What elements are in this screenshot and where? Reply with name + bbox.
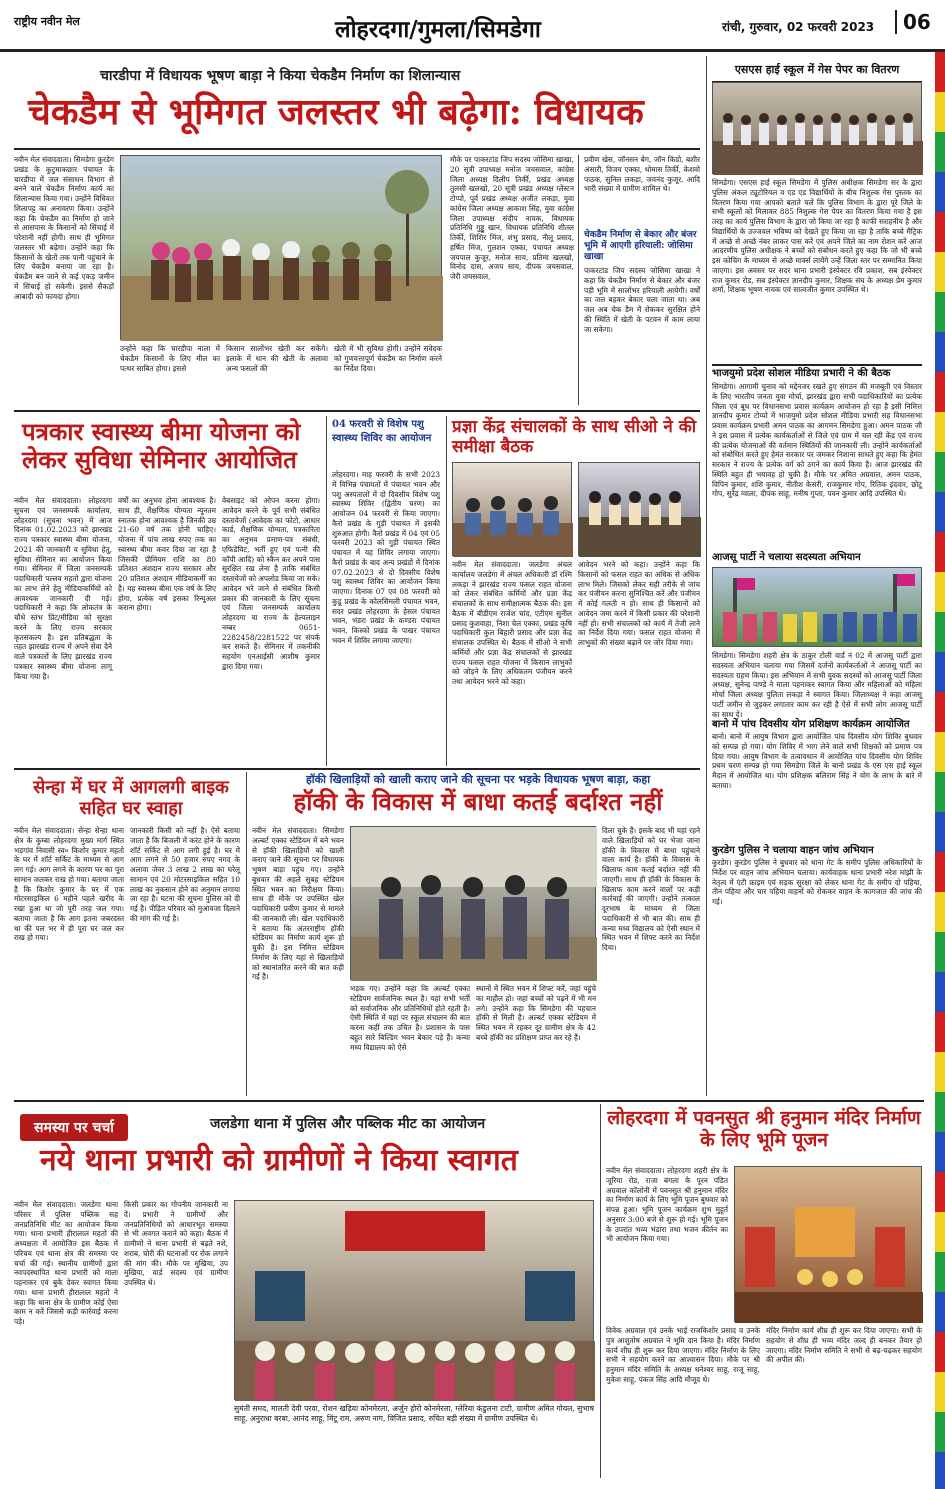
lead-headline: चेकडैम से भूमिगत जलस्तर भी बढ़ेगा: विधायक [28, 91, 644, 133]
bottom2-photo [734, 1166, 922, 1322]
right4-body: बानो। बानो में आयुष विभाग द्वारा आयोजित पांच दिवसीय योग शिविर बुधवार को सम्पन्न हो गया। योग शिविर में भाग लेने वाले सभी शिक्षकों को प्रमाण पत्र दिया गया। आयुष विभाग के तत्वावधान में आयोजित पांच दिवसीय योग शिविर प्रथम चरण सम्पन्न हो गया सिमडेगा जिले के बानो प्रखंड के एस एस हाई स्कूल मैदान में आयोजित था। योग प्रशिक्षक बलिराम सिंह ने योग के लाभ के बारे में बताया। [712, 732, 922, 790]
right2-body: सिमडेगा। आगामी चुनाव को मद्देनजर रखते हुए संगठन की मजबूती एवं विस्तार के लिए भारतीय जनता युवा मोर्चा, झारखंड द्वारा सभी पदाधिकारियों का प्रत्येक जिला एवं बूथ पर विधानसभा प्रवास कार्यक्रम आयोजन हो रहा है इसी निमित्त ज्ञानदीप कुमार टोप्पो में भाजयुमो प्रदेश सोशल मीडिया प्रभारी सह विधानसभा प्रवास कार्यक्रम प्रभारी अमन पाठक का आगमन सिमडेगा हुआ। अमन पाठक जी ने इस प्रवास में प्रत्येक कार्यकर्ताओं से जिले एवं ग्राम में चल रही केंद्र एवं राज्य की प्रत्येक योजनाओं की वर्तमान स्थितियों की जानकारी ली। उन्होंने कार्यकर्ताओं को संबोधित करते हुए हेमंत सरकार पर जमकर निशाना साधते हुए कहा कि हेमंत सरकार ने राज्य के प्रत्येक वर्ग को ठगने का कार्य किया है। आज झारखंड की स्थिति बहुत ही भयावह हो चुकी है। मौके पर अमित अग्रवाल, अमन पाठक, विपिन कुमार, शशि कुमार, नीतीश केसरी, राजकुमार गोप, रितिक इंदवार, छोटू गोप, सुरेंद्र ग्वाला, दीपक साहू, मनीष गुप्ता, पवन कुमार आदि उपस्थित थे। [712, 382, 922, 499]
bottom2-col3: मंदिर निर्माण कार्य शीघ्र ही शुरू कर दिया जाएगा। सभी के सहयोग से शीघ्र ही भव्य मंदिर जल्द ही बनकर तैयार हो जाएगा। मंदिर निर्माण समिति ने सभी से बढ़-चढ़कर सहयोग की अपील की। [766, 1326, 922, 1365]
mid2-kicker: 04 फरवरी से विशेष पशु स्वास्थ्य शिविर का आयोजन [332, 419, 432, 444]
right3-headline: आजसू पार्टी ने चलाया सदस्यता अभियान [712, 552, 861, 563]
mid3-photo-2 [578, 462, 700, 556]
right3-body: सिमडेगा। सिमडेगा शहरी क्षेत्र के ठाकुर टोली वार्ड नं 02 में आजसू पार्टी द्वारा सदस्यता अभियान चलाया गया जिसमें दर्जनों कार्यकर्ताओं ने आजसू पार्टी का सदस्यता ग्रहण किया। इस अभियान में सभी युवक सदस्यों को आजसू पार्टी जिला अध्यक्ष, सुनेन्द्र पाण्डे ने माला पहनाकर स्वागत किया और महिलाओं को महिला मोर्चा जिला अध्यक्ष पुलिता लकड़ा ने स्वागत किया। जिलाध्यक्ष ने कहा आजसू पार्टी जमीन से जुड़कर लगातार काम कर रही है ऐसे में सभी लोग आजसू पार्टी का साथ दें। [712, 651, 922, 719]
lead-col6b: पाकरटांड जिप सदस्य जोसिमा खाखा ने कहा कि चेकडैम निर्माण से बेकार और बंजर पड़ी भूमि में सालोंभर हरियाली आयेगी। वर्षों का जल बहकर बेकार चला जाता था। अब जल अब चेक डैम में रोककर सुरक्षित होने की स्थिति में खेती के पटवन में काम लाया जा सकेगा। [584, 266, 700, 334]
mid3-headline: प्रज्ञा केंद्र संचालकों के साथ सीओ ने की समीक्षा बैठक [452, 417, 697, 457]
mid2-divider [326, 416, 327, 766]
section-title: लोहरदगा/गुमला/सिमडेगा [335, 16, 541, 43]
mid5-photo [350, 826, 596, 980]
mid4-headline: सेन्हा में घर में आगलगी बाइक सहित घर स्वाहा [33, 777, 229, 819]
bottom1-photo-scene [235, 1201, 595, 1401]
right1-headline: एसएस हाई स्कूल में गेस पेपर का वितरण [712, 58, 922, 83]
bottom1-caption: सुमंती समद, मालती देवी परवा, रोशन खड़िया कोनमेरला, अर्जुन होरो कोनमेरला, ग्लेरिया कंडुलना टाटी, ग्रामीण अमित गोयल, सुभाष साहू, अनुराधा बरबा, आनंद साहू, मिंटू राम, अरुण नाग, विजित प्रसाद, रुचित बड़ी संख्या में ग्रामीण उपस्थित थे। [234, 1404, 594, 1424]
lead-photo-scene [121, 156, 443, 341]
mid5-kicker: हॉकी खिलाड़ियों को खाली कराए जाने की सूचना पर भड़के विधायक भूषण बाड़ा, कहा [305, 773, 651, 786]
mid-rule-2 [14, 768, 700, 770]
bottom2-col2: विवेक अग्रवाल एवं उनके भाई राजकिशोर प्रसाद व उनके पुत्र आशुतोष अग्रवाल ने भूमि दान किया है। मंदिर निर्माण कार्य शीघ्र ही शुरू कर दिया जाएगा। मंदिर निर्माण के लिए सभी ने सहयोग करने का आश्वासन दिया। मौके पर श्री हनुमान मंदिर समिति के अध्यक्ष धनेश्वर साहू, राजू साहू, मुकेश साहू, पंकज सिंह आदि मौजूद थे। [606, 1326, 760, 1384]
mid5-col2: भड़क गए। उन्होंने कहा कि अल्बर्ट एक्का स्टेडियम सार्वजनिक स्थल है। यहां सभी भर्ती को सर्वाजनिक और प्रतिनिधियों होते रहती है। ऐसी स्थिति में यहां पर स्कूल संचालन की बात करना कहीं तक उचित है। प्रशासन के पास बहुत सारे बिल्डिंग भवन बेकार पड़े हैं। कन्या मध्य विद्यालय को ऐसे [350, 984, 470, 1052]
right2-rule [712, 364, 922, 366]
mid3-divider [446, 416, 447, 766]
mid1-col1: नवीन मेल संवाददाता। लोहरदगा सूचना एवं जनसम्पर्क कार्यालय, लोहरदगा (सूचना भवन) में आज दिनांक 01.02.2023 को झारखंड राज्य पत्रकार स्वास्थ्य बीमा योजना, 2021 की जानकारी व सुविधा हेतु, सुविधा सेमिनार का आयोजन किया गया। सेमिनार में जिला जनसम्पर्क पदाधिकारी पल्लव महतो द्वारा योजना का लाभ लेने हेतु मीडियाकर्मियों को आवश्यक जानकारी दी गई। पदाधिकारी ने कहा कि लोकतंत्र के चौथे स्तंभ प्रिंट/मीडिया को सुरक्षा करने के लिए राज्य सरकार कृतसंकल्प है। इस प्रतिबद्धता के तहत झारखंड राज्य में अपने सेवा देने वाले पत्रकारों के लिए झारखंड राज्य पत्रकार स्वास्थ्य बीमा योजना लागू किया गया है। [14, 496, 112, 681]
lead-col4: खेती में भी सुविधा होगी। उन्होंने संवेदक को गुणवत्तापूर्ण चेकडैम का निर्माण करने का निर्देश दिया। [334, 344, 442, 373]
right3-photo [712, 567, 922, 647]
mid3-col2: आवेदन भरने को कहा। उन्होंने कहा कि किसानों को फसल राहत का अधिक से अधिक लाभ मिले। जिसको लेकर सही तरीके से जांच कर पंजीयन करना सुनिश्चित करें और पंजीयन में कोई गलती न हो। साथ ही किसानों को आवेदन जमा करने में किसी प्रकार की परेशानी नहीं हो। सभी संचालकों को कार्य में तेजी लाने का निर्देश दिया गया। फसल राहत योजना में लाभुकों की संख्या बढ़ाने पर जोर दिया गया। [578, 560, 700, 648]
mid5-col3: स्थानों में स्थित भवन में शिफ्ट करें, जहां पहुंचे का माहौल हो। जहां बच्चों को पढ़ने में भी मन लगे। उन्होंने कहा कि सिमडेगा की पहचान हॉकी से मिली है। अल्बर्ट एक्का स्टेडियम में स्थित भवन में रहकर दूर ग्रामीण क्षेत्र के 42 बच्चे हॉकी का प्रशिक्षण प्राप्त कर रहे हैं। [476, 984, 596, 1042]
lead-col5: मौके पर पाकरटांड जिप सदस्य जोसिमा खाखा, 20 सूत्री उपाध्यक्ष मनोज जयसवाल, कांग्रेस जिला अध्यक्ष दिलीप तिर्की, प्रखंड अध्यक्ष तुलसी खलखो, 20 सूत्री प्रखंड अध्यक्ष ग्लेंस्टन टोप्पो, पूर्व प्रखंड अध्यक्ष अजीत लकड़ा, युवा कांग्रेस जिला अध्यक्ष आकाश सिंह, युवा कांग्रेस जिला उपाध्यक्ष संदीप नायक, विधायक प्रतिनिधि गुड्डू खान, विधायक प्रतिनिधि शीतल तिर्की, शिशिर मिंज, शंभु प्रसाद, नीलू प्रसाद, हर्षित मिंज, गुलशन एक्का, पंचायत अध्यक्ष जयपाल कुजूर, मनोज साय, प्रतिमा खलखो, विनोद दास, अजय साय, दीपक जयसवाल, जेरी जयसवाल, [450, 155, 574, 282]
masthead-brand: राष्ट्रीय नवीन मेल [14, 15, 80, 28]
mid2-body: लोहरदगा। माह फरवरी के सभी 2023 में विभिन्न पंचायतों में पंचायत भवन और पशु अस्पतालों में दो दिवसीय विशेष पशु स्वास्थ्य शिविर (द्वितीय चरण) का आयोजन 04 फरवरी से किया जाएगा। कैरो प्रखंड के गुड़ी पंचायत में इसकी शुरुआत होगी। कैरो प्रखंड में 04 एवं 05 फरवरी 2023 को गुड़ी पंचायत स्थित पंचायत में यह शिविर लगाया जाएगा। कैरो प्रखंड के बाद अन्य प्रखंडों में दिनांक 07.02.2023 से दो दिवसीय विशेष पशु स्वास्थ्य शिविर का आयोजन किया जाएगा। दिनांक 07 एवं 08 फरवरी को कुडू प्रखंड के कोलसिमली पंचायत भवन, सदर प्रखंड लोहरदगा के हेसल पंचायत भवन, भंडरा प्रखंड के कण्डरा पंचायत भवन, किस्को प्रखंड के पाखर पंचायत भवन में शिविर लगाया जाएगा। [332, 470, 440, 646]
mid5-headline: हॉकी के विकास में बाधा कतई बर्दाश्त नहीं [293, 787, 663, 816]
mid5-col1: नवीन मेल संवाददाता। सिमडेगा अल्बर्ट एक्का स्टेडियम में बने भवन से हॉकी खिलाड़ियों को खाली कराए जाने की सूचना पर विधायक भूषण बाड़ा पहुंच गए। उन्होंने बुधवार की अहले सुबह स्टेडियम स्थित भवन का निरीक्षण किया। साथ ही मौके पर उपस्थित खेल पदाधिकारी प्रवीण कुमार से मामले की जानकारी ली। खेल पदाधिकारी ने बताया कि अंतरराष्ट्रीय हॉकी स्टेडियम का निर्माण कार्य शुरू हो चुकी है। इस निमित्त स्टेडियम निर्माण के लिए यहां से खिलाड़ियों को स्थानांतरित करने की बात कही गई है। [252, 826, 344, 982]
right1-photo [712, 82, 922, 174]
mid1-col2: वर्षों का अनुभव होना आवश्यक है। साथ ही, शैक्षणिक योग्यता न्यूनतम स्नातक होना आवश्यक है जिनकी उम्र 21-60 वर्ष तक होनी चाहिए। योजना में पांच लाख रुपए तक का स्वास्थ्य बीमा कवर दिया जा रहा है जिसकी प्रीमियम राशि का 80 प्रतिशत अंशदान राज्य सरकार और 20 प्रतिशत अंशदान मीडियाकर्मी का है। यह स्वास्थ्य बीमा एक वर्ष के लिए होगा, प्रत्येक वर्ष इसका रिन्यूअल कराना होगा। [118, 496, 216, 613]
bottom1-kicker: जलडेगा थाना में पुलिस और पब्लिक मीट का आयोजन [210, 1116, 486, 1132]
mid3-photo-scene [453, 463, 573, 557]
lead-photo [120, 155, 442, 340]
mid4-col2: जानकारी किसी को नहीं है। ऐसे बताया जाता है कि बिजली में करंट होने के कारण शॉर्ट सर्किट से आग लगी हुई है। घर में आग लगने से 50 हजार रुपए नगद के अलावा जेवर 3 लाख 2 लाख का घरेलू सामान एवं 20 मोटरसाइकिल सहित 10 लाख का नुकसान होने का अनुमान लगाया जा रहा है। घटना की सूचना पुलिस को दी गई है। पीड़ित परिवार को मुआवजा दिलाने की मांग की गई है। [130, 826, 240, 923]
bottom1-col2: किसी प्रकार का गोपनीय जानकारी ना दें। प्रभारी ने ग्रामीणों और जनप्रतिनिधियों को आधारभूत समस्या से भी अवगत कराने को कहा। बैठक में ग्रामीणों ने थाना प्रभारी से बढ़ते नशे, शराब, चोरी की घटनाओं पर रोक लगाने की मांग की। मौके पर मुखिया, उप मुखिया, वार्ड सदस्य एवं ग्रामीण उपस्थित थे। [124, 1200, 228, 1288]
bottom1-col1: नवीन मेल संवाददाता। जलडेगा थाना परिसर में पुलिस पब्लिक सह जनप्रतिनिधि मीट का आयोजन किया गया। थाना प्रभारी हीरालाल महतो की अध्यक्षता में आयोजित इस बैठक में परिचय एवं थाना क्षेत्र की समस्या पर चर्चा की गई। स्थानीय ग्रामीणों द्वारा नवपदस्थापित थाना प्रभारी को माला पहनाकर एवं बुके देकर स्वागत किया गया। थाना प्रभारी हीरालाल महतो ने कहा कि थाना क्षेत्र के ग्रामीण कोई ऐसा काम न करें जिससे कड़ी कार्रवाई करना पड़े। [14, 1200, 118, 1327]
lead-col6: प्रवीण खेस, जॉनसन बेग, जॉन किंडो, बशीर अंसारी, विजय एक्का, थोमास तिर्की, केशवो पाठक, सुनिल लकड़ा, जयनंद कुजूर, आदि भारी संख्या में ग्रामीण शामिल थे। [584, 155, 700, 194]
bottom2-photo-scene [735, 1167, 923, 1323]
lead-subhead: चेकडैम निर्माण से बेकार और बंजर भूमि में आएगी हरियाली: जोसिमा खाखा [584, 230, 697, 262]
mid5-col4: दिला चुके हैं। इसके बाद भी यहां रहने वाले खिलाड़ियों को घर भेजा जाना हॉकी के विकास में बाधा पहुंचाने वाला कार्य है। हॉकी के विकास के खिलाफ काम कतई बर्दाश्त नहीं की जाएगी। साथ ही हॉकी के विकास के खिलाफ काम करने वालों पर कड़ी कार्रवाई की जाएगी। उन्होंने तत्काल दूरभाष के माध्यम से जिला पदाधिकारी से भी बात की। साथ ही कन्या मध्य विद्यालय को ऐसी स्थान में स्थित भवन में शिफ्ट करने का निर्देश दिया। [602, 826, 700, 953]
right5-headline: कुरडेग पुलिस ने चलाया वाहन जांच अभियान [712, 845, 874, 856]
mid1-col3: वेबसाइट को ओपन करना होगा। आवेदन करने के पूर्व सभी संबंधित दस्तावेजों (आवेदक का फोटो, आधार कार्ड, शैक्षणिक योग्यता, पत्रकारिता का अनुभव प्रमाण-पत्र संबंधी, एफिडेविट, भर्ती हुए एवं पत्नी की कॉपी आदि) को स्कैन कर अपने पास सुरक्षित रख लेना है ताकि संबंधित दस्तावेजों को अपलोड किया जा सके। आवेदन भरे जाने से संबंधित किसी प्रकार की जानकारी के लिए सूचना एवं जिला जनसम्पर्क कार्यालय लोहरदगा या राज्य के हेल्पलाइन नम्बर 0651-2282458/2281522 पर संपर्क कर सकते हैं। सेमिनार में तकनीकी सहयोग एनआईसी आशीष कुमार द्वारा दिया गया। [222, 496, 320, 672]
bottom1-photo [234, 1200, 594, 1400]
right1-body: सिमडेगा। एसएस हाई स्कूल सिमडेगा में पुलिस अधीक्षक सिमडेगा सर के द्वारा पुलिस अंकल ट्यूटोरियल व एड एड विद्यार्थियों के बीच निशुल्क गेस पुस्तक का वितरण किया गया आपको बताते चलें कि पुलिस विभाग के द्वारा पूरे जिले के सभी स्कूलों को मिलाकर 885 निशुल्क गेस पेपर का वितरण किया गया है इस तरह का कार्य पुलिस विभाग के द्वारा जो किया जा रहा है काफी सराहनीय है और विद्यार्थियों के उज्जवल भविष्य को देखते हुए किया जा रहा है ताकि बच्चे मैट्रिक में अच्छे से अच्छे नंबर लाकर पास करें एवं अपने जिले का नाम रोशन करें आज आदरणीय पुलिस अधीक्षक ने बच्चों को संबोधन करते हुए कहा कि जो भी बच्चे इस कोचिंग के माध्यम से अच्छे मार्क्स लायेंगे उन्हें जिला स्तर पर सम्मानित किया जाएगा। इस अवसर पर सदर थाना प्रभारी इंस्पेक्टर रवि प्रकाश, सब इंस्पेक्टर राज कुमार रोड, सब इंस्पेक्टर ज्ञानदीप कुमार, शिक्षक संघ के अध्यक्ष प्रेम कुमार शर्मा, शिक्षक भूषण नायक एवं सात्वजीत कुमार उपस्थित थे। [712, 178, 922, 295]
bottom2-headline: लोहरदगा में पवनसुत श्री हनुमान मंदिर निर्माण के लिए भूमि पूजन [607, 1107, 921, 1151]
page-header [0, 0, 945, 52]
mid3-photo [452, 462, 572, 556]
color-strip [935, 52, 945, 1489]
lead-col-divider [578, 155, 579, 405]
right4-headline: बानो में पांच दिवसीय योग प्रशिक्षण कार्यक्रम आयोजित [712, 719, 910, 730]
mid5-photo-scene [351, 827, 597, 981]
bottom1-pill: समस्या पर चर्चा [20, 1114, 128, 1141]
mid3-photo-2-scene [579, 463, 701, 557]
lead-col1: नवीन मेल संवाददाता। सिमडेगा कुरडेग प्रखंड के कुटुमाकछार पंचायत के चारडीपा में जल संसाधन विभाग से बनने वाले चेकडैम निर्माण कार्य का शिलान्यास किया गया। उन्होंने विधिवत शिलापट्ट का अनावरण किया। उन्होंने कहा कि चेकडैम का निर्माण हो जाने से आसपास के किसानों को सिंचाई में परेशानी नहीं होगी। साथ ही भूमिगत जलस्तर भी बढ़ेगा। उन्होंने कहा कि किसानों के खेतों तक पानी पहुंचाने के लिए चेकडैम बनाया जा रहा है। चेकडैम बन जाने से कई एकड़ जमीन में सिंचाई हो सकेगी। इससे सैकड़ों आबादी को फायदा होगा। [14, 155, 114, 301]
right-column-divider [706, 56, 707, 1096]
bottom-rule [14, 1100, 924, 1102]
mid3-body: नवीन मेल संवाददाता। जलडेगा अंचल कार्यालय जलडेगा में अंचल अधिकारी डॉ रश्मि लकड़ा ने झारखंड राज्य फसल राहत योजना को लेकर संबंधित कर्मियों और प्रज्ञा केंद्र संचालकों के साथ समीक्षात्मक बैठक की। इस बैठक में बीडीएम राजेश चांद, एटीएम सुनील प्रसाद कुशवाहा, निशा चेल एक्का, प्रखंड कृषि पदाधिकारी कुल बिहारी प्रसाद और प्रज्ञा केंद्र संचालक उपस्थित थे। बैठक में सीओ ने सभी कर्मियों और प्रज्ञा केंद्र संचालकों से झारखंड राज्य फसल राहत योजना में किसान लाभुकों को जोड़ने के लिए अधिकतम पंजीयन करने तथा आवेदन भरने को कहा। [452, 560, 572, 687]
mid4-col1: नवीन मेल संवाददाता। सेन्हा सेन्हा थाना क्षेत्र के कुम्बा लोहरदगा मुख्य मार्ग स्थित भड़गांव निवासी स्व० किशोर कुमार महतो के घर में शॉर्ट सर्किट के माध्यम से आग लग गई। आग लगने के कारण घर का पूरा सामान जलकर राख हो गया। बताया जाता है कि किशोर कुमार के घर में एक मोटरसाइकिल 6 महीने पहले खरीद के रखा हुआ था जो पूरी तरह जल गया। बताया जाता है कि आग इतना जबरदस्त था की पल भर में ही पूरा घर जल कर राख हो गया। [14, 826, 124, 943]
lead-rule [14, 148, 700, 150]
page-number: 06 [895, 10, 931, 34]
dateline: रांची, गुरुवार, 02 फरवरी 2023 [722, 20, 875, 34]
lead-col3: किसान सालोंभर खेती कर सकेंगे। इलाके में धान की खेती के अलावा अन्य फसलों की [226, 344, 328, 373]
right2-headline: भाजयुमो प्रदेश सोशल मीडिया प्रभारी ने की बैठक [712, 368, 891, 379]
bottom2-col1: नवीन मेल संवाददाता। लोहरदगा शहरी क्षेत्र के जूरिया रोड, राजा बंगला के पूरन पंडित अग्रवाल कॉलोनी में पवनसुत श्री हनुमान मंदिर का निर्माण कार्य के लिए भूमि पूजन बुधवार को संपन्न हुआ। भूमि पूजन कार्यक्रम शुभ मुहूर्त अनुसार 3:00 बजे से शुरू हो गई। भूमि पूजन के उपरांत भव्य भंडारा तथा भजन कीर्तन का भी आयोजन किया गया। [606, 1166, 728, 1244]
mid-rule-1 [14, 410, 700, 412]
mid1-headline: पत्रकार स्वास्थ्य बीमा योजना को लेकर सुविधा सेमिनार आयोजित [22, 417, 301, 474]
lead-col2: उन्होंने कहा कि चारडीपा नाला में चेकडैम किसानों के लिए मील का पत्थर साबित होगा। इससे [120, 344, 220, 373]
bottom1-headline: नये थाना प्रभारी को ग्रामीणों ने किया स्वागत [40, 1143, 518, 1178]
bottom2-divider [600, 1104, 601, 1478]
right3-photo-scene [713, 568, 923, 648]
lead-kicker: चारडीपा में विधायक भूषण बाड़ा ने किया चेकडैम निर्माण का शिलान्यास [100, 68, 461, 84]
right1-photo-scene [713, 83, 923, 175]
right5-body: कुरडेग। कुरडेग पुलिस ने बुधवार को थाना गेट के समीप पुलिस अधिकारियों के निर्देश पर वाहन जांच अभियान चलाया। कार्यवाहक थाना प्रभारी नरेश मांझी के नेतृत्व में एंटी क्राइम एवं सड़क सुरक्षा को लेकर थाना गेट के समीप दो पहिया, तीन पहिया और चार पहिया वाहनों को रोककर वाहन के कागजात की जांच की गई। [712, 858, 922, 907]
mid5-divider [246, 772, 247, 1096]
